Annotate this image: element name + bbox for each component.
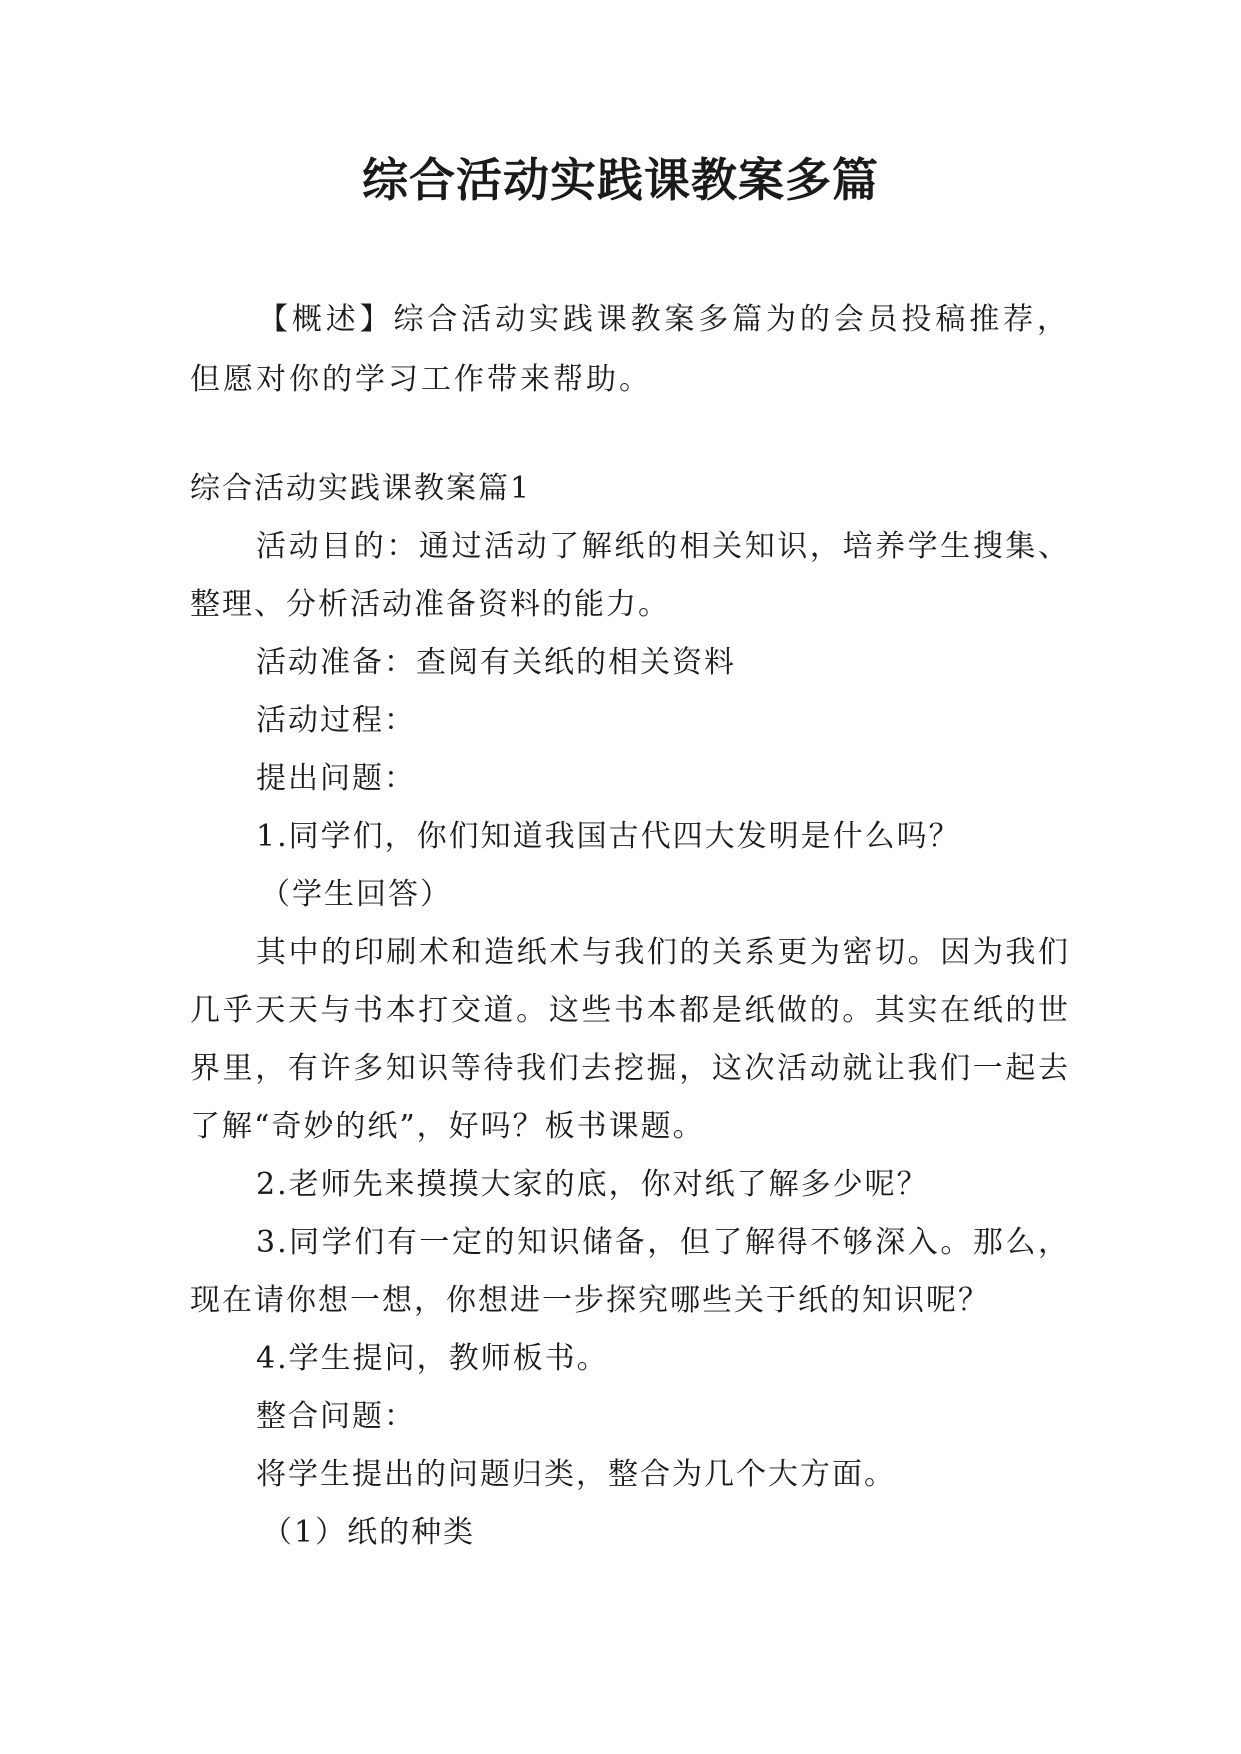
summary-paragraph: 【概述】综合活动实践课教案多篇为的会员投稿推荐，但愿对你的学习工作带来帮助。 bbox=[190, 302, 1070, 397]
paragraph-raise-questions: 提出问题： bbox=[256, 761, 416, 796]
paragraph-activity-goal: 活动目的：通过活动了解纸的相关知识，培养学生搜集、整理、分析活动准备资料的能力。 bbox=[190, 529, 1070, 622]
paragraph-classify-questions: 将学生提出的问题归类，整合为几个大方面。 bbox=[256, 1457, 896, 1492]
paragraph-question-3: 3.同学们有一定的知识储备，但了解得不够深入。那么，现在请你想一想，你想进一步探究哪些关于纸的知识呢？ bbox=[190, 1225, 1070, 1318]
paragraph-activity-process: 活动过程： bbox=[256, 703, 416, 738]
paragraph-integrate-questions: 整合问题： bbox=[256, 1399, 416, 1434]
paragraph-question-1: 1.同学们，你们知道我国古代四大发明是什么吗？ bbox=[256, 819, 961, 854]
paragraph-question-2: 2.老师先来摸摸大家的底，你对纸了解多少呢？ bbox=[256, 1167, 929, 1202]
section-heading: 综合活动实践课教案篇1 bbox=[190, 471, 532, 506]
paragraph-activity-prep: 活动准备：查阅有关纸的相关资料 bbox=[256, 645, 736, 680]
document-title: 综合活动实践课教案多篇 bbox=[362, 153, 879, 207]
document-body bbox=[190, 460, 1070, 1562]
paragraph-question-4: 4.学生提问，教师板书。 bbox=[256, 1341, 609, 1376]
paragraph-student-answer: （学生回答） bbox=[260, 877, 452, 912]
paragraph-paper-types: （1）纸的种类 bbox=[262, 1515, 476, 1550]
paragraph-printing-papermaking: 其中的印刷术和造纸术与我们的关系更为密切。因为我们几乎天天与书本打交道。这些书本都是纸做的。其实在纸的世界里，有许多知识等待我们去挖掘，这次活动就让我们一起去了解“奇妙的纸”，好吗？板书课题。 bbox=[190, 935, 1070, 1144]
